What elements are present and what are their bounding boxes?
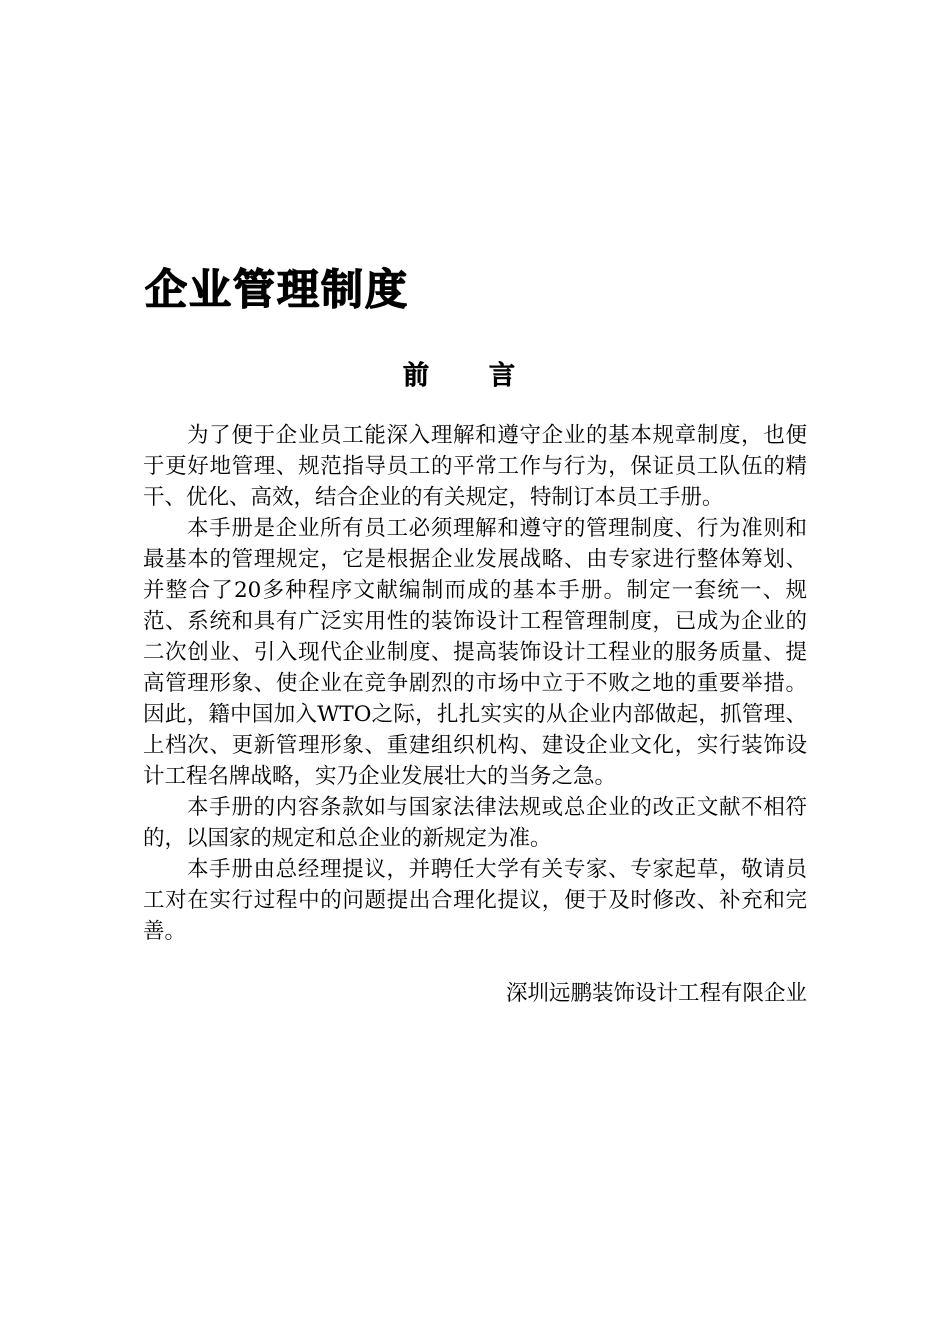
paragraph-feedback: 本手册由总经理提议，并聘任大学有关专家、专家起草，敬请员工对在实行过程中的问题提出合理化提议，便于及时修改、补充和完善。 [143, 857, 807, 944]
preface-body [143, 420, 807, 947]
preface-heading [403, 360, 515, 392]
document-title: 企业管理制度 [145, 265, 410, 314]
company-signature: 深圳远鹏装饰设计工程有限企业 [505, 981, 807, 1006]
paragraph-purpose: 为了便于企业员工能深入理解和遵守企业的基本规章制度，也便于更好地管理、规范指导员工的平常工作与行为，保证员工队伍的精干、优化、高效，结合企业的有关规定，特制订本员工手册。 [143, 423, 807, 510]
paragraph-precedence: 本手册的内容条款如与国家法律法规或总企业的改正文献不相符的，以国家的规定和总企业的新规定为准。 [143, 795, 807, 851]
preface-heading-right: 言 [489, 361, 516, 391]
preface-heading-left: 前 [403, 361, 430, 391]
paragraph-scope: 本手册是企业所有员工必须理解和遵守的管理制度、行为准则和最基本的管理规定，它是根据企业发展战略、由专家进行整体筹划、并整合了20多种程序文献编制而成的基本手册。制定一套统一、规范、系统和具有广泛实用性的装饰设计工程管理制度，已成为企业的二次创业、引入现代企业制度、提高装饰设计工程业的服务质量、提高管理形象、使企业在竞争剧烈的市场中立于不败之地的重要举措。因此，籍中国加入WTO之际，扎扎实实的从企业内部做起，抓管理、上档次、更新管理形象、重建组织机构、建设企业文化，实行装饰设计工程名牌战略，实乃企业发展壮大的当务之急。 [143, 516, 807, 789]
